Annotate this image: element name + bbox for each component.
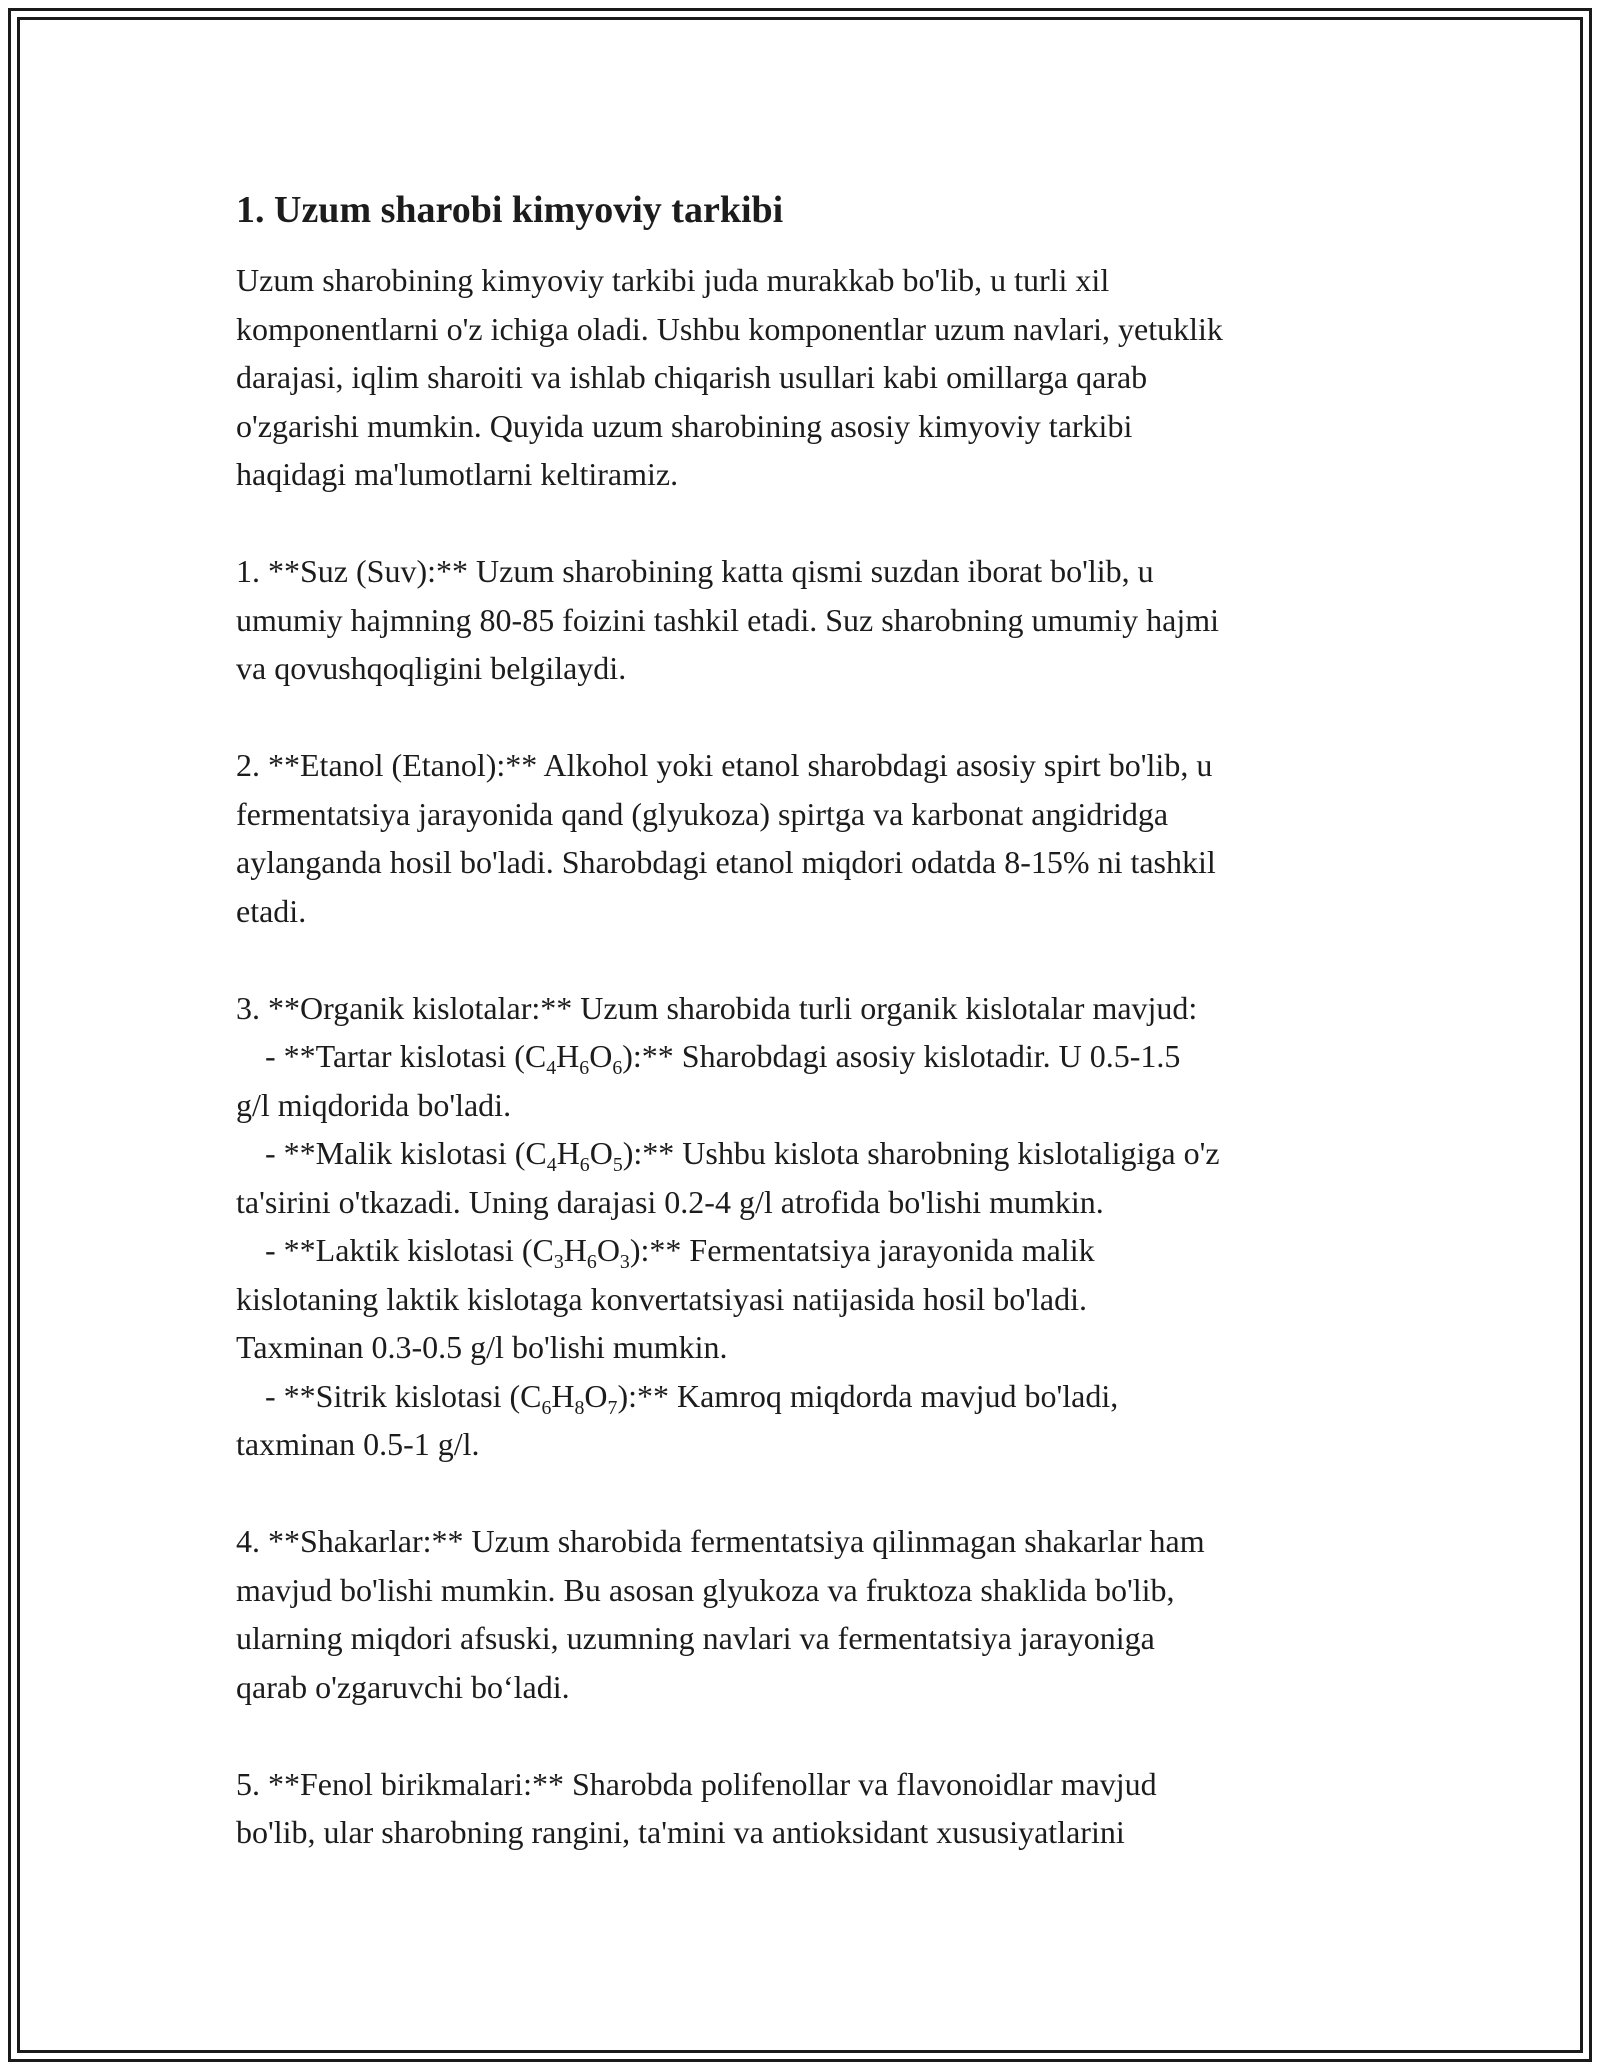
formula-element: C bbox=[532, 1232, 554, 1268]
formula-subscript: 3 bbox=[553, 1251, 564, 1273]
formula-element: C bbox=[520, 1377, 542, 1414]
acid-sitrik bbox=[236, 1372, 1386, 1421]
formula-element: O bbox=[596, 1232, 620, 1268]
text-line: fermentatsiya jarayonida qand (glyukoza) spirtga va karbonat angidridga bbox=[236, 795, 1169, 832]
text-line: 4. **Shakarlar:** Uzum sharobida fermentatsiya qilinmagan shakarlar ham bbox=[236, 1523, 1205, 1559]
document-title: 1. Uzum sharobi kimyoviy tarkibi bbox=[236, 189, 784, 231]
acid-suffix: ):** Sharobdagi asosiy kislotadir. U 0.5-1.5 bbox=[622, 1038, 1181, 1074]
formula-element: C bbox=[524, 1038, 547, 1074]
text-line: o'zgarishi mumkin. Quyida uzum sharobining asosiy kimyoviy tarkibi bbox=[236, 407, 1133, 444]
text-line: 1. **Suz (Suv):** Uzum sharobining katta qismi suzdan iborat bo'lib, u bbox=[236, 553, 1154, 589]
formula-subscript: 4 bbox=[546, 1154, 557, 1176]
text-line: qarab o'zgaruvchi bo‘ladi. bbox=[236, 1668, 570, 1705]
acid-suffix: ):** Fermentatsiya jarayonida malik bbox=[629, 1232, 1095, 1268]
formula-element: O bbox=[589, 1038, 613, 1074]
text-line: etadi. bbox=[236, 892, 307, 929]
item-sugars bbox=[236, 1517, 1386, 1711]
item-heading: 3. **Organik kislotalar:** Uzum sharobida turli organik kislotalar mavjud: bbox=[236, 989, 1198, 1026]
formula-subscript: 4 bbox=[546, 1057, 557, 1079]
text-line: haqidagi ma'lumotlarni keltiramiz. bbox=[236, 456, 679, 492]
text-line: taxminan 0.5-1 g/l. bbox=[236, 1426, 480, 1462]
item-phenols bbox=[236, 1760, 1386, 1857]
formula-subscript: 5 bbox=[612, 1154, 623, 1176]
acid-tartar bbox=[236, 1032, 1386, 1081]
acid-prefix: - **Tartar kislotasi ( bbox=[265, 1038, 525, 1074]
text-line: va qovushqoqligini belgilaydi. bbox=[236, 650, 627, 686]
text-line: ularning miqdori afsuski, uzumning navlari va fermentatsiya jarayoniga bbox=[236, 1620, 1155, 1656]
acid-suffix: ):** Ushbu kislota sharobning kislotaligiga o'z bbox=[622, 1135, 1220, 1171]
formula-subscript: 6 bbox=[579, 1057, 590, 1079]
formula-element: H bbox=[556, 1038, 580, 1074]
document-body bbox=[236, 186, 1386, 1905]
text-line: bo'lib, ular sharobning rangini, ta'mini va antioksidant xususiyatlarini bbox=[236, 1814, 1125, 1850]
acid-prefix: - **Sitrik kislotasi ( bbox=[265, 1377, 521, 1414]
formula-subscript: 7 bbox=[607, 1396, 618, 1419]
text-line: kislotaning laktik kislotaga konvertatsiyasi natijasida hosil bo'ladi. bbox=[236, 1280, 1087, 1317]
acid-malik bbox=[236, 1129, 1386, 1178]
formula-subscript: 8 bbox=[574, 1396, 585, 1419]
text-line: mavjud bo'lishi mumkin. Bu asosan glyukoza va fruktoza shaklida bo'lib, bbox=[236, 1571, 1175, 1608]
text-line: ta'sirini o'tkazadi. Uning darajasi 0.2-4 g/l atrofida bo'lishi mumkin. bbox=[236, 1183, 1104, 1220]
item-water bbox=[236, 547, 1386, 693]
acid-suffix: ):** Kamroq miqdorda mavjud bo'ladi, bbox=[617, 1377, 1119, 1414]
acid-prefix: - **Malik kislotasi ( bbox=[265, 1135, 526, 1171]
formula-element: H bbox=[563, 1232, 587, 1268]
text-line: 2. **Etanol (Etanol):** Alkohol yoki etanol sharobdagi asosiy spirt bo'lib, u bbox=[236, 747, 1213, 783]
formula-subscript: 6 bbox=[612, 1057, 623, 1079]
acid-laktik bbox=[236, 1226, 1386, 1275]
formula-subscript: 6 bbox=[541, 1396, 552, 1419]
formula-element: O bbox=[584, 1377, 608, 1414]
text-line: komponentlarni o'z ichiga oladi. Ushbu komponentlar uzum navlari, yetuklik bbox=[236, 310, 1223, 347]
formula-element: C bbox=[525, 1135, 547, 1171]
formula-element: H bbox=[551, 1377, 575, 1414]
text-line: 5. **Fenol birikmalari:** Sharobda polifenollar va flavonoidlar mavjud bbox=[236, 1765, 1157, 1802]
text-line: Taxminan 0.3-0.5 g/l bo'lishi mumkin. bbox=[236, 1329, 728, 1365]
item-organic-acids bbox=[236, 984, 1386, 1469]
formula-subscript: 6 bbox=[579, 1154, 590, 1176]
text-line: darajasi, iqlim sharoiti va ishlab chiqarish usullari kabi omillarga qarab bbox=[236, 359, 1148, 395]
formula-subscript: 6 bbox=[586, 1251, 597, 1273]
text-line: umumiy hajmning 80-85 foizini tashkil etadi. Suz sharobning umumiy hajmi bbox=[236, 601, 1219, 638]
formula-element: H bbox=[556, 1135, 580, 1171]
intro-paragraph bbox=[236, 256, 1386, 499]
text-line: Uzum sharobining kimyoviy tarkibi juda murakkab bo'lib, u turli xil bbox=[236, 262, 1110, 298]
formula-element: O bbox=[589, 1135, 613, 1171]
text-line: g/l miqdorida bo'ladi. bbox=[236, 1086, 512, 1123]
item-ethanol bbox=[236, 741, 1386, 935]
formula-subscript: 3 bbox=[619, 1251, 630, 1273]
text-line: aylanganda hosil bo'ladi. Sharobdagi etanol miqdori odatda 8-15% ni tashkil bbox=[236, 844, 1216, 880]
acid-prefix: - **Laktik kislotasi ( bbox=[265, 1232, 533, 1268]
